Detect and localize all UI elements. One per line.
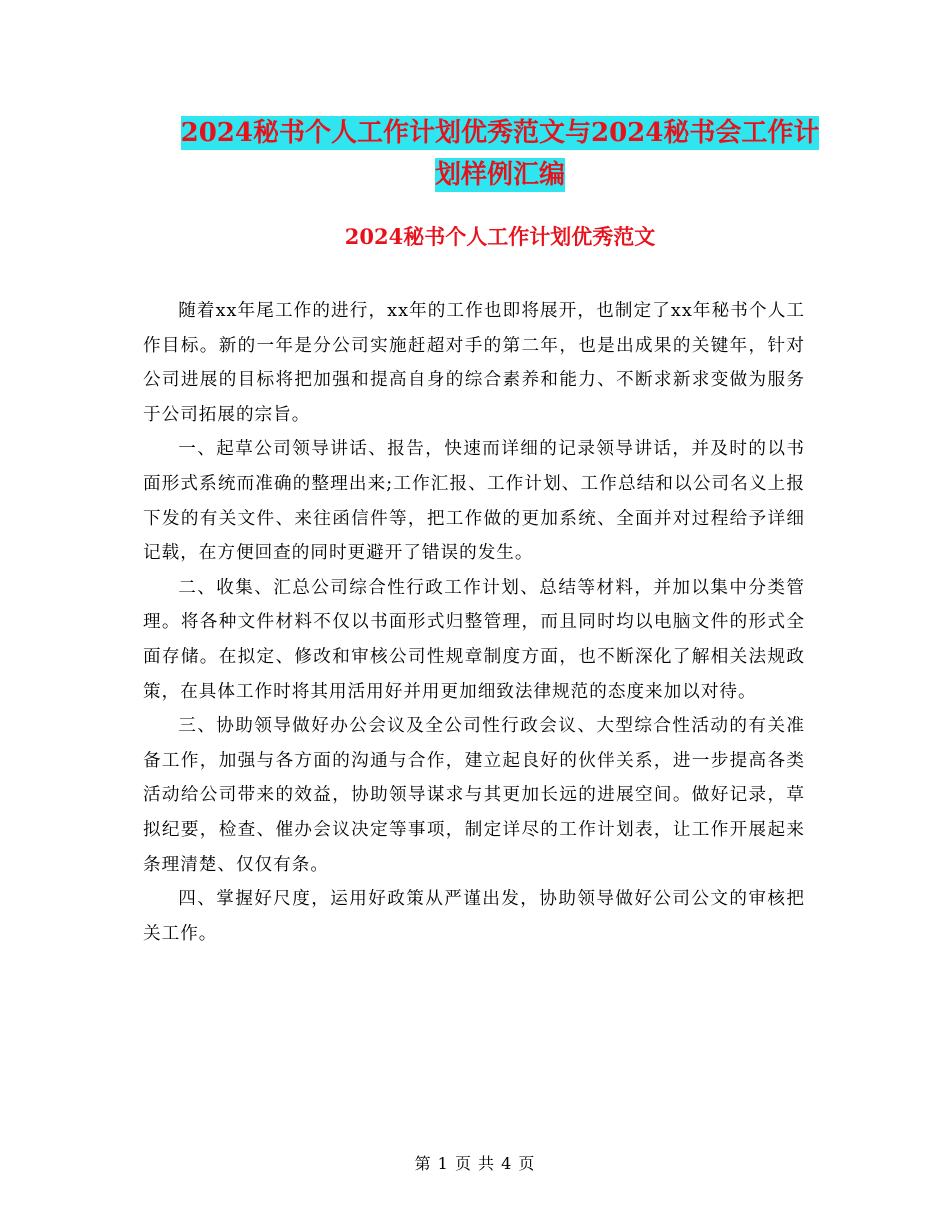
page-number-footer: 第 1 页 共 4 页 (414, 1154, 536, 1173)
paragraph-item-1: 一、起草公司领导讲话、报告，快速而详细的记录领导讲话，并及时的以书面形式系统而准确的整理出来;工作汇报、工作计划、工作总结和以公司名义上报下发的有关文件、来往函信件等，把工作做的更加系统、全面并对过程给予详细记载，在方便回查的同时更避开了错误的发生。 (143, 439, 805, 564)
section-title: 2024秘书个人工作计划优秀范文 (344, 224, 656, 249)
document-title-line-1: 2024秘书个人工作计划优秀范文与2024秘书会工作计 (180, 118, 820, 148)
document-title-line-2: 划样例汇编 (434, 160, 565, 190)
document-title (140, 112, 860, 196)
document-body (143, 294, 805, 951)
paragraph-item-3: 三、协助领导做好办公会议及全公司性行政会议、大型综合性活动的有关准备工作，加强与各方面的沟通与合作，建立起良好的伙伴关系，进一步提高各类活动给公司带来的效益，协助领导谋求与其更加长远的进展空间。做好记录，草拟纪要，检查、催办会议决定等事项，制定详尽的工作计划表，让工作开展起来条理清楚、仅仅有条。 (143, 716, 805, 875)
paragraph-intro: 随着xx年尾工作的进行，xx年的工作也即将展开，也制定了xx年秘书个人工作目标。新的一年是分公司实施赶超对手的第二年，也是出成果的关键年，针对公司进展的目标将把加强和提高自身的综合素养和能力、不断求新求变做为服务于公司拓展的宗旨。 (143, 301, 805, 425)
paragraph-item-4: 四、掌握好尺度，运用好政策从严谨出发，协助领导做好公司公文的审核把关工作。 (143, 889, 805, 944)
paragraph-item-2: 二、收集、汇总公司综合性行政工作计划、总结等材料，并加以集中分类管理。将各种文件材料不仅以书面形式归整管理，而且同时均以电脑文件的形式全面存储。在拟定、修改和审核公司性规章制度方面，也不断深化了解相关法规政策，在具体工作时将其用活用好并用更加细致法律规范的态度来加以对待。 (143, 577, 805, 702)
